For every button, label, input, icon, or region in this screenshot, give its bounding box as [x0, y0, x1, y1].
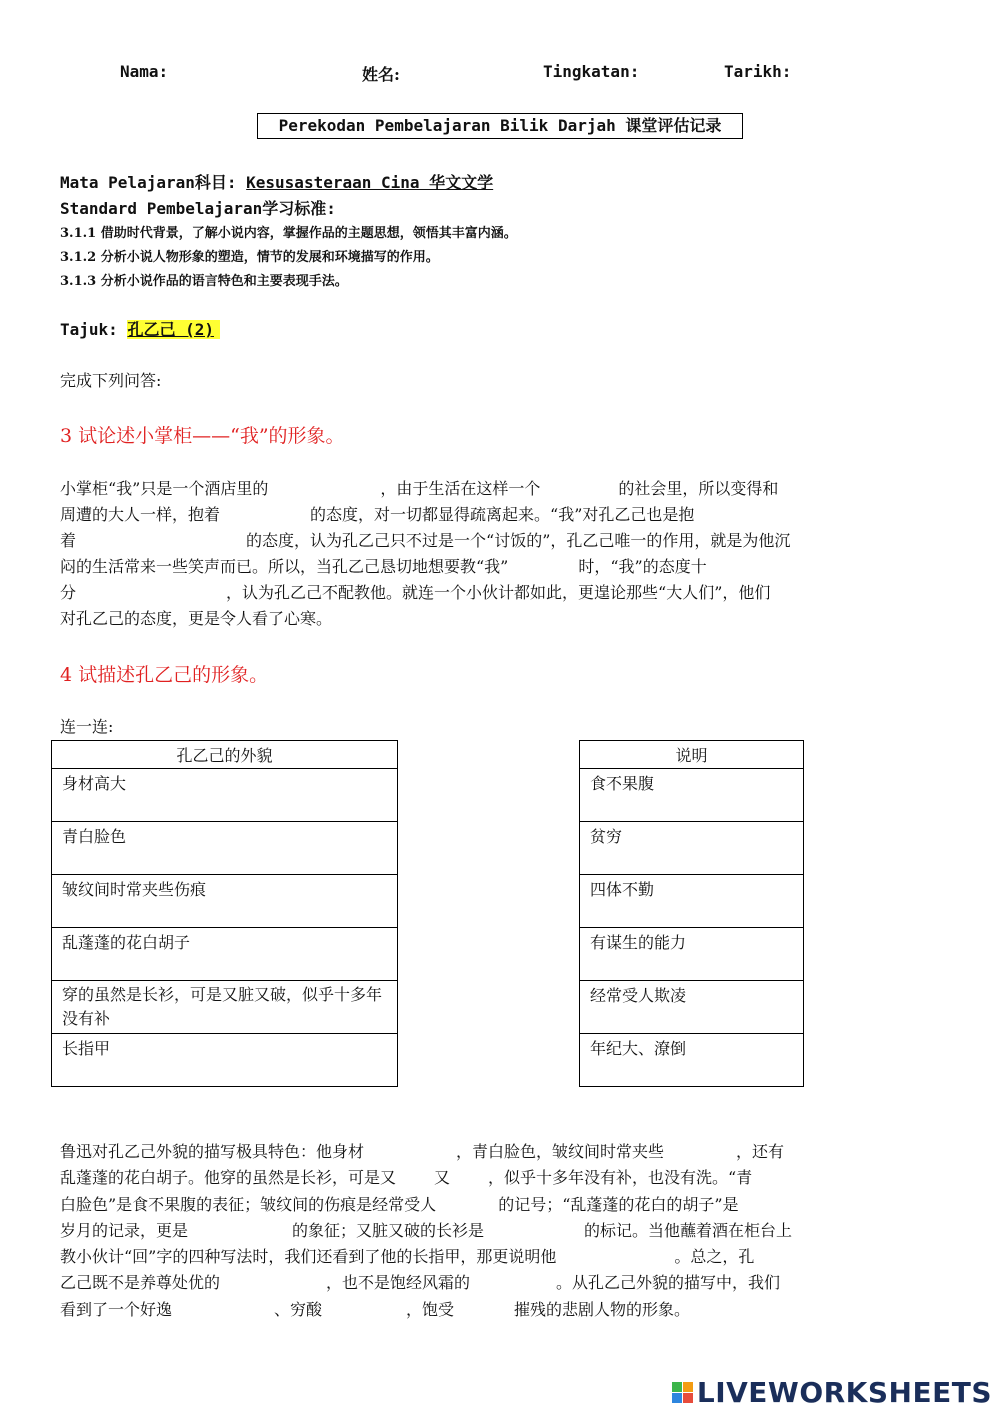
appearance-item[interactable]: 青白脸色 — [52, 822, 398, 875]
summary-line-7: 看到了一个好逸 、穷酸 ，饱受 摧残的悲剧人物的形象。 — [60, 1299, 691, 1319]
q3-line-1: 小掌柜“我”只是一个酒店里的 ，由于生活在这样一个 的社会里，所以变得和 — [60, 479, 779, 498]
instruction-text: 完成下列问答: — [60, 371, 162, 390]
explanation-item[interactable]: 年纪大、潦倒 — [580, 1034, 804, 1087]
subject-label: Mata Pelajaran科目: — [60, 173, 247, 192]
form-label: Tingkatan: — [543, 62, 640, 81]
connect-label: 连一连: — [60, 717, 114, 736]
q3-line-6: 对孔乙己的态度，更是令人看了心寒。 — [60, 609, 333, 628]
q3-line-5: 分 ，认为孔乙己不配教他。就连一个小伙计都如此，更遑论那些“大人们”，他们 — [60, 583, 771, 602]
explanation-item[interactable]: 有谋生的能力 — [580, 928, 804, 981]
explanation-table — [579, 740, 804, 1087]
summary-line-3: 白脸色”是食不果腹的表征；皱纹间的伤痕是经常受人 的记号；“乱蓬蓬的花白的胡子”是 — [60, 1194, 739, 1214]
appearance-item[interactable]: 乱蓬蓬的花白胡子 — [52, 928, 398, 981]
standard-item-1: 3.1.1 借助时代背景，了解小说内容，掌握作品的主题思想，领悟其丰富内涵。 — [60, 226, 517, 241]
summary-line-5: 教小伙计“回”字的四种写法时，我们还看到了他的长指甲，那更说明他 。总之，孔 — [60, 1247, 755, 1267]
summary-line-4: 岁月的记录，更是 的象征；又脏又破的长衫是 的标记。当他蘸着酒在柜台上 — [60, 1220, 793, 1240]
topic-label: Tajuk: — [60, 320, 128, 339]
standard-label: Standard Pembelajaran学习标准: — [60, 199, 336, 218]
subject-value: Kesusasteraan Cina 华文文学 — [246, 173, 494, 192]
summary-line-6: 乙己既不是养尊处优的 ，也不是饱经风霜的 。从孔乙己外貌的描写中，我们 — [60, 1273, 781, 1293]
appearance-table — [51, 740, 398, 1087]
summary-line-1: 鲁迅对孔乙己外貌的描写极具特色：他身材 ，青白脸色，皱纹间时常夹些 ，还有 — [60, 1142, 785, 1161]
chinese-name-label: 姓名: — [362, 65, 400, 84]
q3-line-3: 着 的态度，认为孔乙己只不过是一个“讨饭的”，孔乙己唯一的作用，就是为他沉 — [60, 531, 791, 550]
subject-line — [60, 170, 493, 193]
standard-item-3: 3.1.3 分析小说作品的语言特色和主要表现手法。 — [60, 274, 348, 289]
name-label: Nama: — [120, 62, 169, 81]
summary-paragraph — [60, 1139, 792, 1323]
question-3-title: 3 试论述小掌柜——“我”的形象。 — [60, 425, 345, 447]
question-4-title: 4 试描述孔乙己的形象。 — [60, 664, 269, 686]
q3-line-2: 周遭的大人一样，抱着 的态度，对一切都显得疏离起来。“我”对孔乙己也是抱 — [60, 505, 695, 524]
page-title: Perekodan Pembelajaran Bilik Darjah 课堂评估记录 — [257, 113, 743, 139]
topic-line — [60, 317, 220, 340]
logo-badge-icon — [672, 1382, 693, 1403]
explanation-header: 说明 — [580, 741, 804, 769]
topic-value: 孔乙己 (2) — [127, 320, 220, 339]
appearance-item[interactable]: 身材高大 — [52, 769, 398, 822]
appearance-header: 孔乙己的外貌 — [52, 741, 398, 769]
explanation-item[interactable]: 贫穷 — [580, 822, 804, 875]
liveworksheets-logo — [672, 1376, 992, 1409]
standard-item-2: 3.1.2 分析小说人物形象的塑造，情节的发展和环境描写的作用。 — [60, 250, 439, 265]
explanation-item[interactable]: 经常受人欺凌 — [580, 981, 804, 1034]
appearance-item[interactable]: 皱纹间时常夹些伤痕 — [52, 875, 398, 928]
logo-text: LIVEWORKSHEETS — [696, 1376, 992, 1409]
appearance-item[interactable]: 穿的虽然是长衫，可是又脏又破，似乎十多年没有补 — [52, 981, 398, 1034]
summary-line-2: 乱蓬蓬的花白胡子。他穿的虽然是长衫，可是又 又 ，似乎十多年没有补，也没有洗。“青 — [60, 1168, 753, 1188]
q3-line-4: 闷的生活常来一些笑声而已。所以，当孔乙己恳切地想要教“我” 时，“我”的态度十 — [60, 557, 707, 576]
explanation-item[interactable]: 四体不勤 — [580, 875, 804, 928]
appearance-item[interactable]: 长指甲 — [52, 1034, 398, 1087]
explanation-item[interactable]: 食不果腹 — [580, 769, 804, 822]
date-label: Tarikh: — [724, 62, 792, 81]
question-3-paragraph — [60, 476, 790, 632]
